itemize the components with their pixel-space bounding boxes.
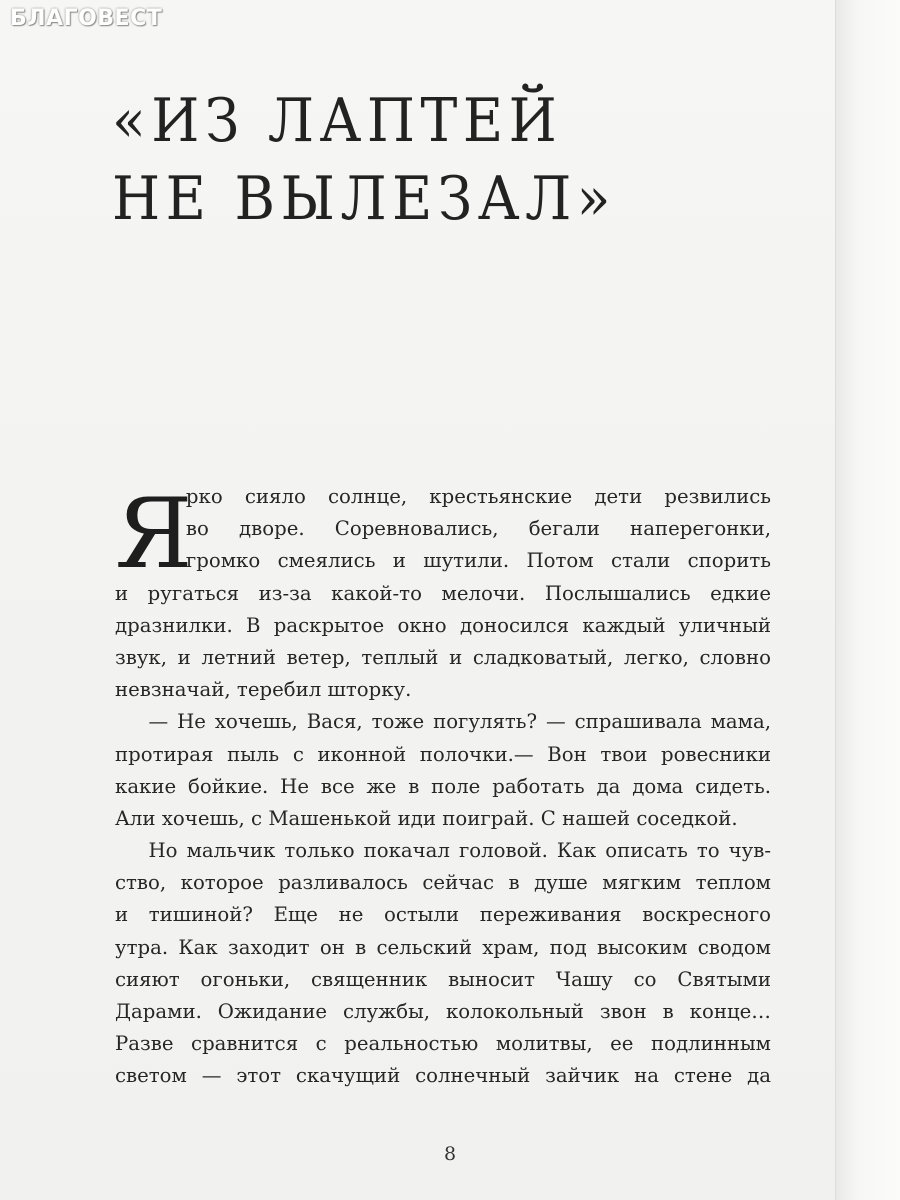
paragraph-1: [115, 480, 781, 705]
text-line: светом — этот скачущий солнечный зайчик на стене да: [115, 1063, 772, 1088]
text-line: Разве сравнится с реальностью молитвы, ее подлинным: [115, 1031, 772, 1056]
text-line: Но мальчик только покачал головой. Как описать то чув-: [148, 838, 772, 863]
text-line: протирая пыль с иконной полочки.— Вон твои ровесники: [115, 741, 772, 766]
page-number: 8: [443, 1143, 457, 1165]
text-line: громко смеялись и шутили. Потом стали спорить: [185, 548, 772, 573]
page-edge: [835, 0, 900, 1200]
paragraph-3: [115, 834, 781, 1092]
text-line: ство, которое разливалось сейчас в душе мягким теплом: [115, 870, 772, 895]
chapter-title-line-1: «ИЗ ЛАПТЕЙ: [112, 86, 563, 156]
drop-cap: Я: [115, 478, 193, 590]
watermark-logo: БЛАГОВЕСТ: [10, 6, 163, 31]
text-line: — Не хочешь, Вася, тоже погулять? — спрашивала мама,: [148, 709, 772, 734]
text-line: утра. Как заходит он в сельский храм, под высоким сводом: [115, 934, 772, 959]
text-line: какие бойкие. Не все же в поле работать да дома сидеть.: [115, 773, 772, 798]
chapter-title: [112, 82, 738, 238]
text-line: во дворе. Соревновались, бегали наперегонки,: [185, 516, 772, 541]
text-line: Али хочешь, с Машенькой иди поиграй. С нашей соседкой.: [115, 805, 738, 830]
text-line: звук, и летний ветер, теплый и сладковатый, легко, словно: [115, 644, 772, 669]
chapter-title-line-2: НЕ ВЫЛЕЗАЛ»: [112, 164, 616, 234]
text-line: Дарами. Ожидание службы, колокольный звон в конце…: [115, 999, 772, 1023]
text-line: и ругаться из-за какой-то мелочи. Послышались едкие: [115, 580, 772, 605]
text-line: рко сияло солнце, крестьянские дети резвились: [185, 484, 772, 508]
body-text: [115, 480, 781, 1092]
text-line: сияют огоньки, священник выносит Чашу со Святыми: [115, 966, 772, 991]
text-line: дразнилки. В раскрытое окно доносился каждый уличный: [115, 612, 772, 637]
text-line: невзначай, теребил шторку.: [115, 677, 412, 702]
paragraph-2: [115, 705, 781, 834]
text-line: и тишиной? Еще не остыли переживания воскресного: [115, 902, 772, 927]
